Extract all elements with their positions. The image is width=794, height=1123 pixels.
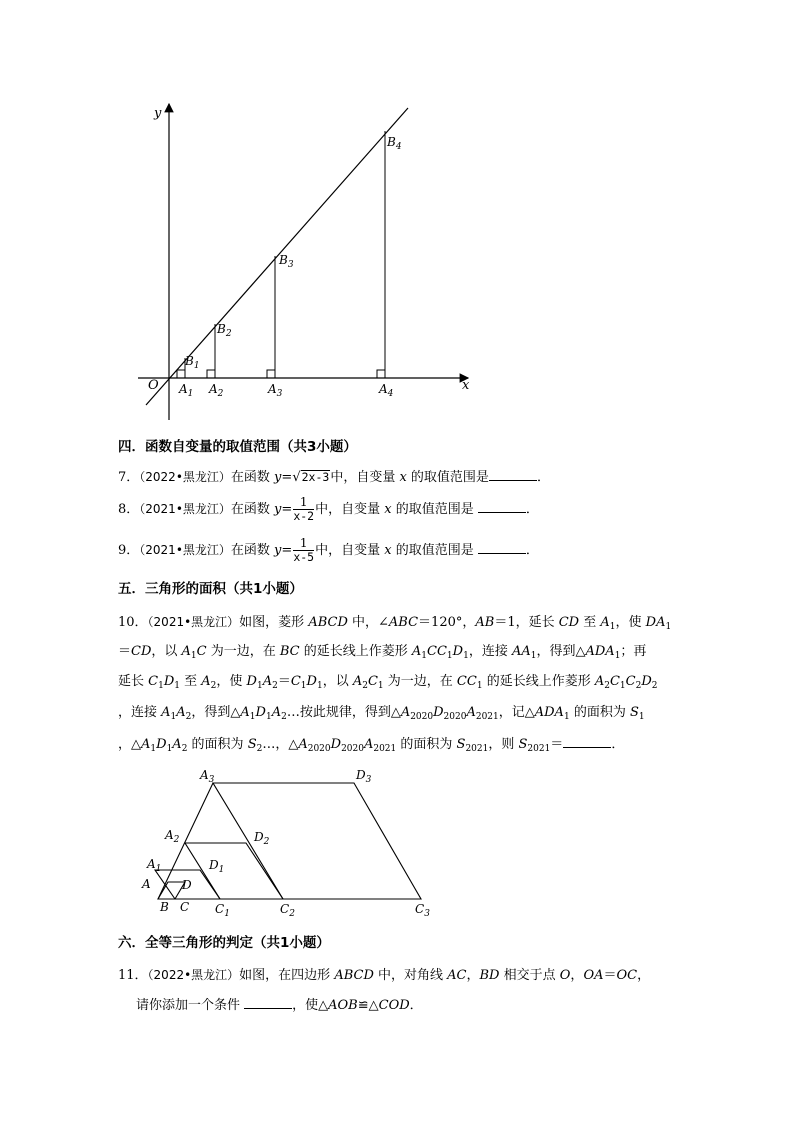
svg-text:A1: $A_1$ [179, 382, 194, 399]
question-11-line-1: 11．（2022•黑龙江）如图，在四边形 ABCD 中，对角线 AC，BD 相交于点 O，OA＝OC， [118, 968, 651, 983]
svg-text:B2: $B_2$ [217, 322, 232, 339]
x-axis-label: x [462, 378, 470, 393]
label-a3: $A_3$ [200, 768, 215, 785]
y-axis-label: y [154, 106, 162, 121]
label-a1: $A_1$ [147, 857, 162, 874]
label-d3: $D_3$ [356, 768, 372, 785]
coordinate-figure [0, 0, 794, 420]
segment-left-edge [158, 783, 213, 899]
question-10-line-3: 延长 $C_1D_1$ 至 $A_2$，使 $D_1A_2=C_1D_1$，以 $A_2C_1$ 为一边，在 $CC_1$ 的延长线上作菱形 $A_2C_1C_2D_2$ [118, 674, 658, 691]
origin-label: O [148, 378, 159, 393]
question-10-line-5: ，$\triangle A_1D_1A_2$ 的面积为 $S_2\dots$，$\triangle A_{2020}D_{2020}A_{2021}$ 的面积为 $S_{2021}$，则 $S_{2021}=$ ． [118, 737, 625, 754]
svg-text:A4: $A_4$ [379, 382, 394, 399]
right-angle-marks [177, 370, 385, 378]
answer-blank-10[interactable] [563, 736, 611, 748]
question-10-line-2: ＝CD，以 $A_1C$ 为一边，在 BC 的延长线上作菱形 $A_1CC_1D_1$，连接 $AA_1$，得到$\triangle ADA_1$；再 [118, 644, 647, 661]
rhombus-a1cc1d1 [155, 870, 220, 899]
svg-text:B3: $B_3$ [279, 253, 294, 270]
label-d: D [182, 878, 192, 892]
question-9: 9．（2021•黑龙江）在函数 y= $\frac{1}{x-5}$ 中，自变量 x 的取值范围是 ． [118, 536, 539, 564]
question-8: 8．（2021•黑龙江）在函数 y= $\frac{1}{x-2}$ 中，自变量 x 的取值范围是 ． [118, 495, 539, 523]
label-d2: $D_2$ [254, 830, 270, 847]
label-c2: $C_2$ [280, 902, 295, 919]
question-10-line-1: 10．（2021•黑龙江）如图，菱形 ABCD 中，∠ABC＝120°，AB＝1，延长 CD 至 $A_1$，使 $DA_1$ [118, 615, 672, 632]
svg-text:B4: $B_4$ [387, 135, 402, 152]
svg-text:A2: $A_2$ [209, 382, 224, 399]
label-c: C [180, 900, 190, 914]
fraction: $\frac{1}{x-2}$ [293, 495, 315, 523]
fraction: $\frac{1}{x-5}$ [293, 536, 315, 564]
question-7: 7．（2022•黑龙江）在函数 y=√2x-3中，自变量 x 的取值范围是 ． [118, 470, 550, 485]
rhombus-a2c1c2d2 [185, 843, 283, 899]
section-5-heading: 五．三角形的面积（共1小题） [118, 581, 303, 597]
answer-blank-11[interactable] [244, 997, 292, 1009]
label-a2: $A_2$ [165, 828, 180, 845]
section-6-heading: 六．全等三角形的判定（共1小题） [118, 935, 330, 951]
label-b: B [160, 900, 169, 914]
rhombus-a3c2c3d3 [213, 783, 421, 899]
label-c1: $C_1$ [215, 902, 230, 919]
label-a: A [142, 877, 151, 891]
b-labels [184, 135, 402, 371]
rhombus-abcd [158, 882, 185, 899]
label-d1: $D_1$ [209, 858, 225, 875]
label-c3: $C_3$ [415, 902, 430, 919]
svg-text:A3: $A_3$ [268, 382, 283, 399]
answer-blank-9[interactable] [478, 542, 526, 554]
svg-text:B1: $B_1$ [185, 354, 200, 371]
question-10-line-4: ，连接 $A_1A_2$，得到$\triangle A_1D_1A_2\dots$按此规律，得到$\triangle A_{2020}D_{2020}A_{2021}$，记$\triangle ADA_1$ 的面积为 $S_1$ [118, 705, 645, 722]
section-4-heading: 四．函数自变量的取值范围（共3小题） [118, 439, 357, 455]
a-labels [178, 382, 394, 399]
answer-blank-8[interactable] [478, 501, 526, 513]
question-11-line-2: 请你添加一个条件 ，使△AOB≌△COD． [136, 998, 423, 1013]
answer-blank-7[interactable] [489, 469, 537, 481]
